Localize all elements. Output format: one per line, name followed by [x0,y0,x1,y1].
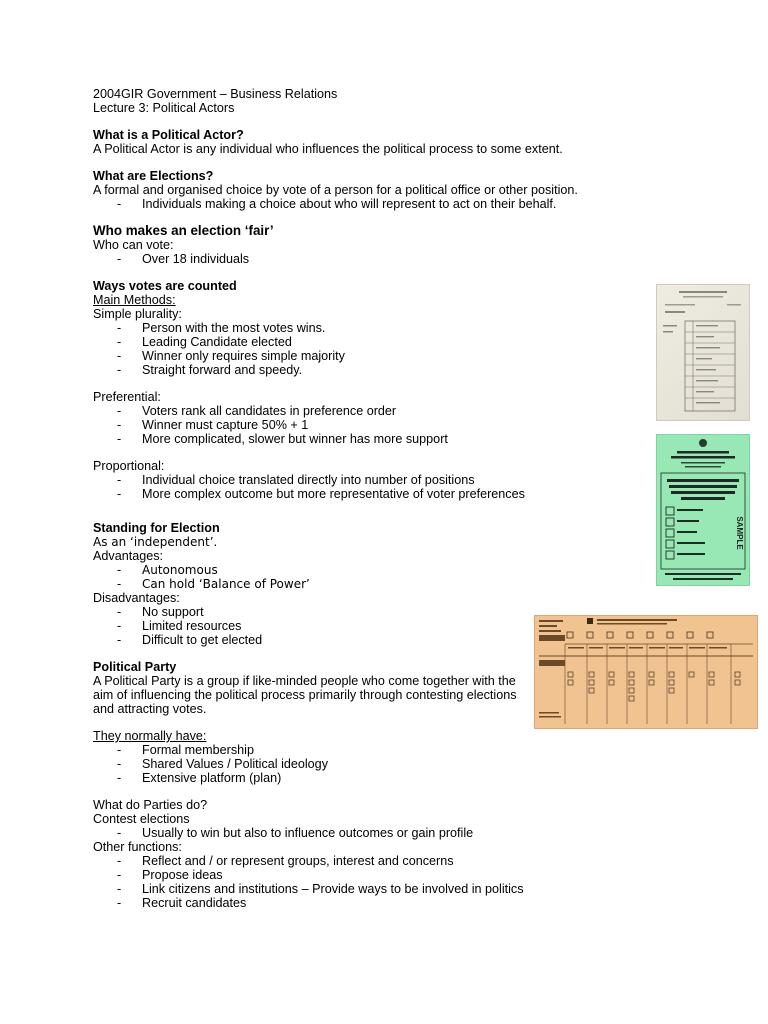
list-item: - No support [117,605,204,619]
heading-elections: What are Elections? [93,169,214,183]
list-item: - More complicated, slower but winner has more support [117,432,448,446]
list-item: - Can hold ‘Balance of Power’ [117,577,310,591]
list-item: - Person with the most votes wins. [117,321,326,335]
other-label: Other functions: [93,840,182,854]
list-item: - Individual choice translated directly into number of positions [117,473,475,487]
contest-label: Contest elections [93,812,190,826]
ballot-paper-image-proportional [534,615,758,729]
heading-counted: Ways votes are counted [93,279,237,293]
list-item: - Limited resources [117,619,242,633]
list-item: - Reflect and / or represent groups, interest and concerns [117,854,454,868]
ballot-paper-image-plurality [656,284,750,421]
list-item: - Leading Candidate elected [117,335,292,349]
list-item: - More complex outcome but more representative of voter preferences [117,487,525,501]
list-item: - Recruit candidates [117,896,247,910]
normally-label: They normally have: [93,729,207,743]
prop-label: Proportional: [93,459,165,473]
main-methods: Main Methods: [93,293,176,307]
svg-text:SAMPLE: SAMPLE [735,516,744,550]
list-item: - Winner must capture 50% + 1 [117,418,309,432]
list-item: - Over 18 individuals [117,252,250,266]
list-item: - Link citizens and institutions – Provide ways to be involved in politics [117,882,524,896]
list-item: - Shared Values / Political ideology [117,757,328,771]
course-title: 2004GIR Government – Business Relations [93,87,338,101]
list-item: - Winner only requires simple majority [117,349,345,363]
list-item: - Usually to win but also to influence outcomes or gain profile [117,826,474,840]
ballot-paper-image-preferential [656,434,750,586]
political-actor-text: A Political Actor is any individual who influences the political process to some extent. [93,142,563,156]
lecture-title: Lecture 3: Political Actors [93,101,235,115]
list-item: - Individuals making a choice about who will represent to act on their behalf. [117,197,557,211]
party-text: A Political Party is a group if like-minded people who come together with the aim of influencing the political process primarily through contesting elections and attracting votes. [93,674,517,716]
pref-label: Preferential: [93,390,161,404]
fair-sub: Who can vote: [93,238,174,252]
dis-label: Disadvantages: [93,591,180,605]
list-item: - Difficult to get elected [117,633,263,647]
elections-text: A formal and organised choice by vote of a person for a political office or other position. [93,183,578,197]
list-item: - Formal membership [117,743,254,757]
list-item: - Voters rank all candidates in preference order [117,404,397,418]
lecture-notes [93,87,578,910]
heading-standing: Standing for Election [93,521,220,535]
list-item: - Straight forward and speedy. [117,363,303,377]
list-item: - Autonomous [117,563,218,577]
heading-party: Political Party [93,660,177,674]
standing-as: As an ‘independent’. [93,535,218,549]
heading-fair: Who makes an election ‘fair’ [93,223,274,238]
adv-label: Advantages: [93,549,164,563]
heading-political-actor: What is a Political Actor? [93,128,244,142]
list-item: - Extensive platform (plan) [117,771,282,785]
list-item: - Propose ideas [117,868,223,882]
simple-label: Simple plurality: [93,307,182,321]
do-question: What do Parties do? [93,798,208,812]
